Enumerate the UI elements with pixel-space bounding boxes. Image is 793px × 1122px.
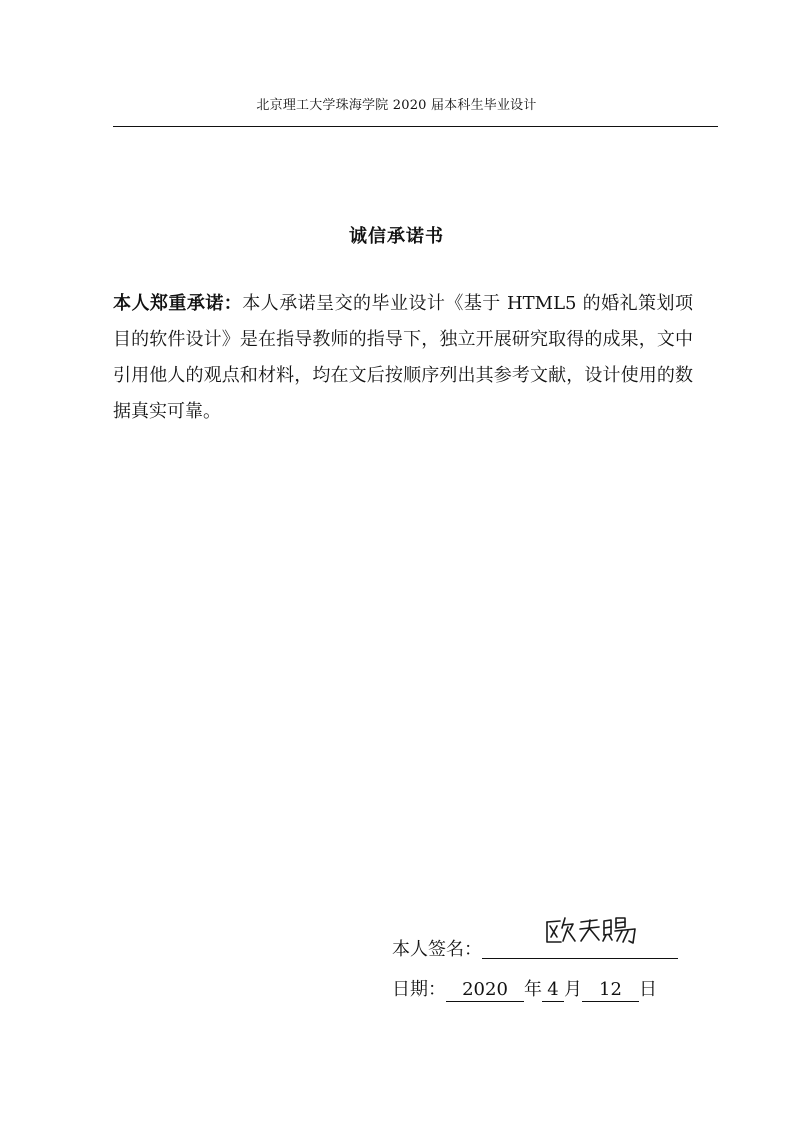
date-day-unit: 日: [639, 979, 657, 1000]
handwritten-signature: [543, 910, 643, 950]
date-month: 4: [542, 979, 564, 1002]
pledge-lead: 本人郑重承诺：: [113, 293, 243, 314]
pledge-text: 本人承诺呈交的毕业设计《基于 HTML5 的婚礼策划项目的软件设计》是在指导教师的指导下，独立开展研究取得的成果，文中引用他人的观点和材料，均在文后按顺序列出其参考文献，设计使用的数据真实可靠。: [113, 293, 694, 422]
date-month-unit: 月: [564, 979, 582, 1000]
date-row: [392, 975, 657, 1002]
pledge-paragraph: [113, 286, 693, 430]
page-title: 诚信承诺书: [349, 226, 444, 247]
date-label: 日期：: [392, 979, 446, 1000]
header-divider: [113, 126, 718, 127]
signature-label: 本人签名：: [392, 939, 482, 960]
date-day: 12: [582, 979, 639, 1002]
date-year-unit: 年: [524, 979, 542, 1000]
date-year: 2020: [446, 979, 524, 1002]
header-text: 北京理工大学珠海学院 2020 届本科生毕业设计: [256, 98, 537, 113]
